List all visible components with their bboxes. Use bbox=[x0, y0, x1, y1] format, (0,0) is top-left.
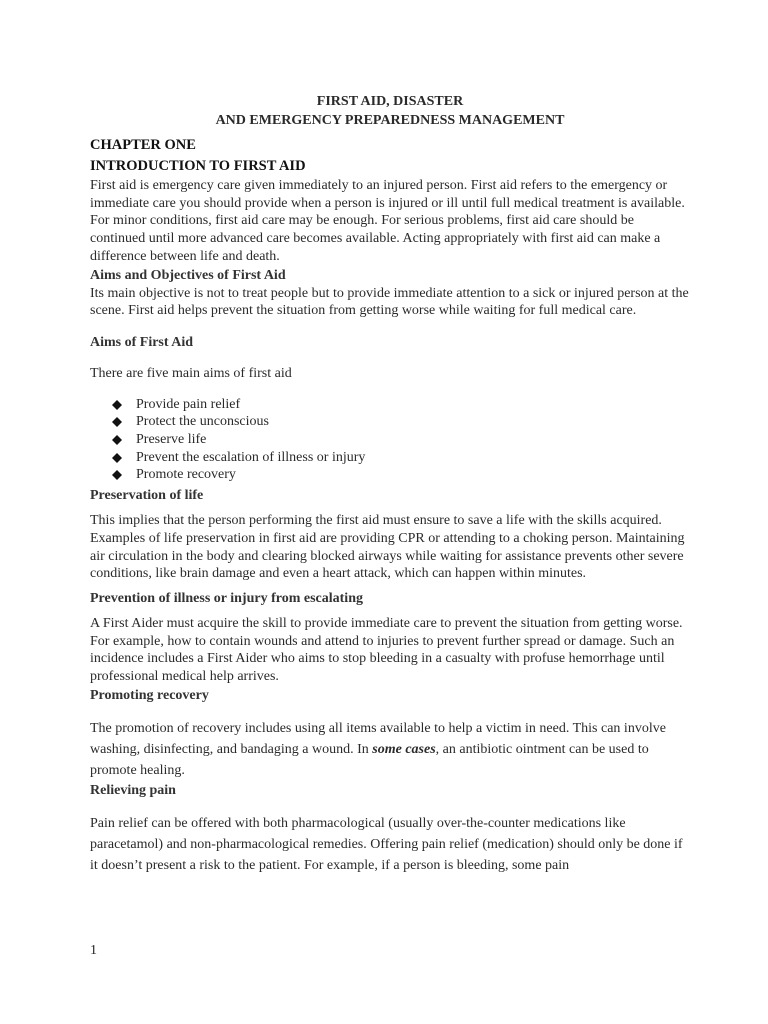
list-item: Protect the unconscious bbox=[112, 413, 690, 431]
aims-heading: Aims of First Aid bbox=[90, 334, 194, 350]
pain-paragraph: Pain relief can be offered with both pharmacological (usually over-the-counter medications like paracetamol) and non-pharmacological remedies. Offering pain relief (medication) should only be done if it doesn’t present a risk to the patient. For example, if a person is bleeding, some pain bbox=[90, 815, 683, 873]
prevention-heading: Prevention of illness or injury from escalating bbox=[90, 590, 363, 606]
list-item: Prevent the escalation of illness or injury bbox=[112, 449, 690, 467]
aims-objectives-paragraph: Its main objective is not to treat people but to provide immediate attention to a sick or injured person at the scene. First aid helps prevent the situation from getting worse while waiting for full medical care. bbox=[90, 285, 689, 319]
document-page bbox=[90, 92, 690, 876]
document-title-line-1: FIRST AID, DISASTER bbox=[316, 94, 464, 109]
document-title-line-2: AND EMERGENCY PREPAREDNESS MANAGEMENT bbox=[215, 113, 565, 128]
recovery-paragraph: The promotion of recovery includes using all items available to help a victim in need. This can involve washing, disinfecting, and bandaging a wound. In some cases, an antibiotic ointment can be used to promote healing. bbox=[90, 720, 666, 778]
intro-heading: INTRODUCTION TO FIRST AID bbox=[90, 158, 306, 174]
list-item: Preserve life bbox=[112, 431, 690, 449]
list-item: Promote recovery bbox=[112, 466, 690, 484]
list-item: Provide pain relief bbox=[112, 396, 690, 414]
aims-list bbox=[90, 396, 690, 485]
aims-objectives-heading: Aims and Objectives of First Aid bbox=[90, 267, 286, 283]
prevention-paragraph: A First Aider must acquire the skill to provide immediate care to prevent the situation from getting worse. For example, how to contain wounds and attend to injuries to prevent further spread or damage. Such an incidence includes a First Aider who aims to stop bleeding in a casualty with profuse hemorrhage until professional medical help arrives. bbox=[90, 615, 683, 685]
preservation-heading: Preservation of life bbox=[90, 488, 204, 504]
emphasis-text: some cases bbox=[372, 741, 436, 757]
diamond-bullet-icon bbox=[112, 453, 122, 463]
page-number: 1 bbox=[90, 943, 97, 958]
diamond-bullet-icon bbox=[112, 470, 122, 480]
diamond-bullet-icon bbox=[112, 400, 122, 410]
chapter-heading: CHAPTER ONE bbox=[90, 137, 196, 153]
aims-intro: There are five main aims of first aid bbox=[90, 365, 292, 381]
recovery-heading: Promoting recovery bbox=[90, 687, 209, 703]
pain-heading: Relieving pain bbox=[90, 782, 176, 798]
intro-paragraph: First aid is emergency care given immediately to an injured person. First aid refers to the emergency or immediate care you should provide when a person is injured or ill until full medical treatment is available. For minor conditions, first aid care may be enough. For serious problems, first aid care should be continued until more advanced care becomes available. Acting appropriately with first aid can make a difference between life and death. bbox=[90, 178, 685, 264]
diamond-bullet-icon bbox=[112, 417, 122, 427]
diamond-bullet-icon bbox=[112, 435, 122, 445]
preservation-paragraph: This implies that the person performing the first aid must ensure to save a life with the skills acquired. Examples of life preservation in first aid are providing CPR or attending to a choking person. Maintaining air circulation in the body and clearing blocked airways while waiting for assistance prevents other severe conditions, like brain damage and even a heart attack, which can happen within minutes. bbox=[90, 513, 685, 582]
